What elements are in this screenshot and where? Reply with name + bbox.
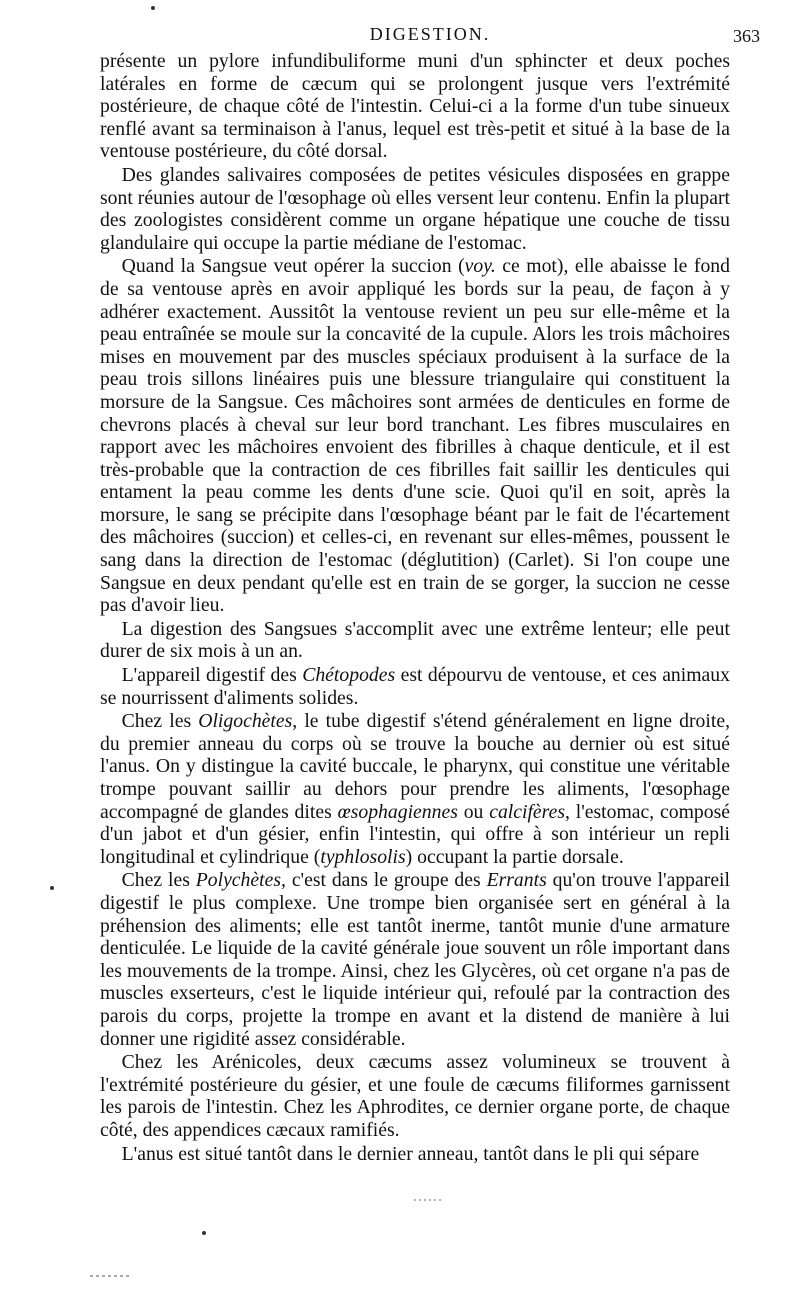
italic-term: Errants <box>486 869 547 892</box>
paragraph: L'appareil digestif des Chétopodes est dépourvu de ventouse, et ces animaux se nourrissent d'aliments solides. <box>100 664 730 709</box>
italic-term: Chétopodes <box>302 664 396 687</box>
paragraph: Chez les Arénicoles, deux cæcums assez volumineux se trouvent à l'extrémité postérieure du gésier, et une foule de cæcums filiformes garnissent les parois de l'intestin. Chez les Aphrodites, ce dernier organe porte, de chaque côté, des appendices cæcaux ramifiés. <box>100 1051 730 1141</box>
italic-term: Polychètes <box>195 869 282 892</box>
paragraph: Quand la Sangsue veut opérer la succion (voy. ce mot), elle abaisse le fond de sa ventouse après en avoir appliqué les bords sur la peau, de façon à y adhérer exactement. Aussitôt la ventouse revient un peu sur elle-même et la peau entraînée se moule sur la concavité de la cupule. Alors les trois mâchoires mises en mouvement par des muscles spéciaux produisent à la surface de la peau trois sillons linéaires puis une blessure triangulaire qui constituent la morsure de la Sangsue. Ces mâchoires sont armées de denticules en forme de chevrons placés à cheval sur leur bord tranchant. Les fibres musculaires en rapport avec les mâchoires envoient des fibrilles à chaque denticule, et il est très-probable que la contraction de ces fibrilles fait saillir les denticules qui entament la peau comme les dents d'une scie. Quoi qu'il en soit, après la morsure, le sang se précipite dans l'œsophage béant par le fait de l'écartement des mâchoires (succion) et celles-ci, en revenant sur elles-mêmes, poussent le sang dans la direction de l'estomac (déglutition) (Carlet). Si l'on coupe une Sangsue en deux pendant qu'elle est en train de se gorger, la succion ne cesse pas d'avoir lieu. <box>100 255 730 617</box>
paragraph: La digestion des Sangsues s'accomplit avec une extrême lenteur; elle peut durer de six mois à un an. <box>100 617 730 663</box>
italic-term: voy. <box>464 255 496 278</box>
paragraph: Des glandes salivaires composées de petites vésicules disposées en grappe sont réunies autour de l'œsophage où elles versent leur contenu. Enfin la plupart des zoologistes considèrent comme un organe hépatique une couche de tissu glandulaire qui occupe la partie médiane de l'estomac. <box>100 163 730 254</box>
italic-term: typhlosolis <box>320 845 406 868</box>
italic-term: œsophagiennes <box>337 800 458 823</box>
paragraph: présente un pylore infundibuliforme muni d'un sphincter et deux poches latérales en forme de cæcum qui se prolongent jusque vers l'extrémité postérieure, de chaque côté de l'intestin. Celui-ci a la forme d'un tube sinueux renflé avant sa terminaison à l'anus, lequel est très-petit et situé à la base de la ventouse postérieure, du côté dorsal. <box>100 50 730 163</box>
paragraph: L'anus est situé tantôt dans le dernier anneau, tantôt dans le pli qui sépare <box>121 1142 700 1165</box>
ink-speck <box>151 6 155 10</box>
ink-speck <box>50 886 54 890</box>
italic-term: Oligochètes <box>198 710 293 733</box>
page-body <box>100 50 730 1165</box>
paragraph: Chez les Polychètes, c'est dans le groupe des Errants qu'on trouve l'appareil digestif le plus complexe. Une trompe bien organisée sert en général à la préhension des aliments; elle est tantôt inerme, tantôt munie d'une armature denticulée. Le liquide de la cavité générale joue souvent un rôle important dans les mouvements de la trompe. Ainsi, chez les Glycères, où cet organe n'a pas de muscles exserteurs, c'est le liquide intérieur qui, refoulé par la contraction des parois du corps, projette la trompe en avant et la distend de manière à lui donner une rigidité assez considérable. <box>100 869 730 1050</box>
italic-term: calcifères <box>489 800 566 823</box>
ink-speck <box>202 1231 206 1235</box>
page-header <box>100 24 760 50</box>
running-head: DIGESTION. <box>369 24 491 44</box>
page-number: 363 <box>733 26 760 46</box>
paragraph: Chez les Oligochètes, le tube digestif s'étend généralement en ligne droite, du premier anneau du corps où se trouve la bouche au dernier où est situé l'anus. On y distingue la cavité buccale, le pharynx, qui constitue une véritable trompe pouvant saillir au dehors pour prendre les aliments, l'œsophage accompagné de glandes dites œsophagiennes ou calcifères, l'estomac, composé d'un jabot et d'un gésier, enfin l'intestin, qui offre à son intérieur un repli longitudinal et cylindrique (typhlosolis) occupant la partie dorsale. <box>100 710 730 868</box>
